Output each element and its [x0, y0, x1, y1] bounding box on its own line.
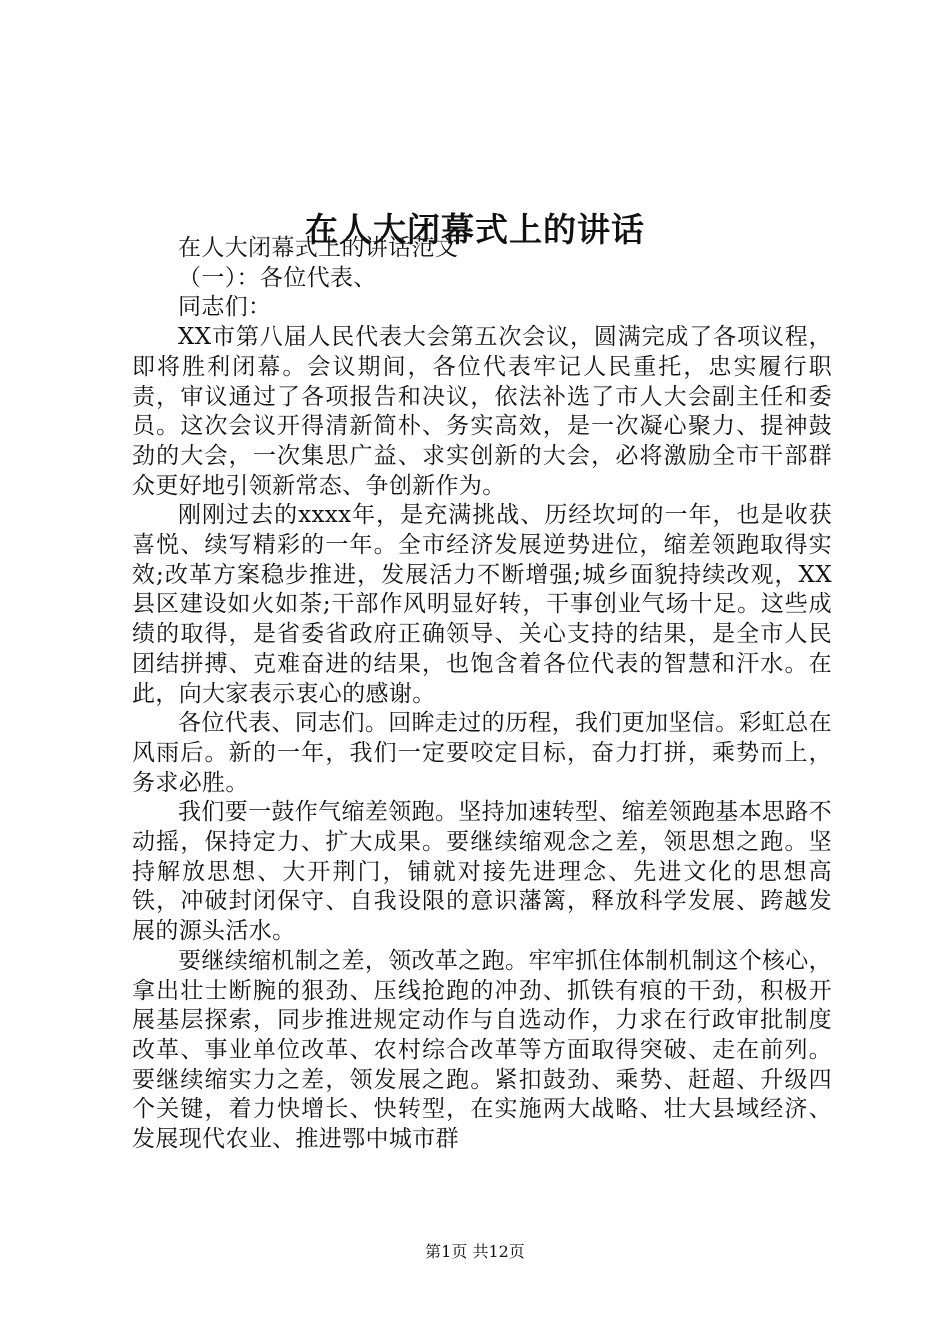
salutation-paragraph: （一）：各位代表、 — [178, 264, 377, 291]
document-body — [132, 234, 832, 1155]
salutation-paragraph: 同志们： — [178, 294, 272, 321]
page-footer: 第1页 共12页 — [425, 1242, 525, 1261]
body-paragraph: 要继续缩机制之差，领改革之跑。牢牢抓住体制机制这个核心，拿出壮士断腕的狠劲、压线抢跑的冲劲、抓铁有痕的干劲，积极开展基层探索，同步推进规定动作与自选动作，力求在行政审批制度改革、事业单位改革、农村综合改革等方面取得突破、走在前列。要继续缩实力之差，领发展之跑。紧扣鼓劲、乘势、赶超、升级四个关键，着力快增长、快转型，在实施两大战略、壮大县域经济、发展现代农业、推进鄂中城市群 — [132, 947, 832, 1153]
body-paragraph: 各位代表、同志们。回眸走过的历程，我们更加坚信。彩虹总在风雨后。新的一年，我们一定要咬定目标，奋力打拼，乘势而上，务求必胜。 — [132, 710, 832, 796]
body-paragraph: XX市第八届人民代表大会第五次会议，圆满完成了各项议程，即将胜利闭幕。会议期间，各位代表牢记人民重托，忠实履行职责，审议通过了各项报告和决议，依法补选了市人大会副主任和委员。这次会议开得清新简朴、务实高效，是一次凝心聚力、提神鼓劲的大会，一次集思广益、求实创新的大会，必将激励全市干部群众更好地引领新常态、争创新作为。 — [132, 324, 832, 499]
document-title: 在人大闭幕式上的讲话 — [305, 210, 645, 250]
subtitle-paragraph: 在人大闭幕式上的讲话范文 — [178, 235, 459, 261]
body-paragraph: 我们要一鼓作气缩差领跑。坚持加速转型、缩差领跑基本思路不动摇，保持定力、扩大成果。要继续缩观念之差，领思想之跑。坚持解放思想、大开荆门，铺就对接先进理念、先进文化的思想高铁，冲破封闭保守、自我设限的意识藩篱，释放科学发展、跨越发展的源头活水。 — [132, 799, 832, 945]
body-paragraph: 刚刚过去的xxxx年，是充满挑战、历经坎坷的一年，也是收获喜悦、续写精彩的一年。全市经济发展逆势进位，缩差领跑取得实效;改革方案稳步推进，发展活力不断增强;城乡面貌持续改观，XX县区建设如火如荼;干部作风明显好转，干事创业气场十足。这些成绩的取得，是省委省政府正确领导、关心支持的结果，是全市人民团结拼搏、克难奋进的结果，也饱含着各位代表的智慧和汗水。在此，向大家表示衷心的感谢。 — [132, 502, 832, 707]
